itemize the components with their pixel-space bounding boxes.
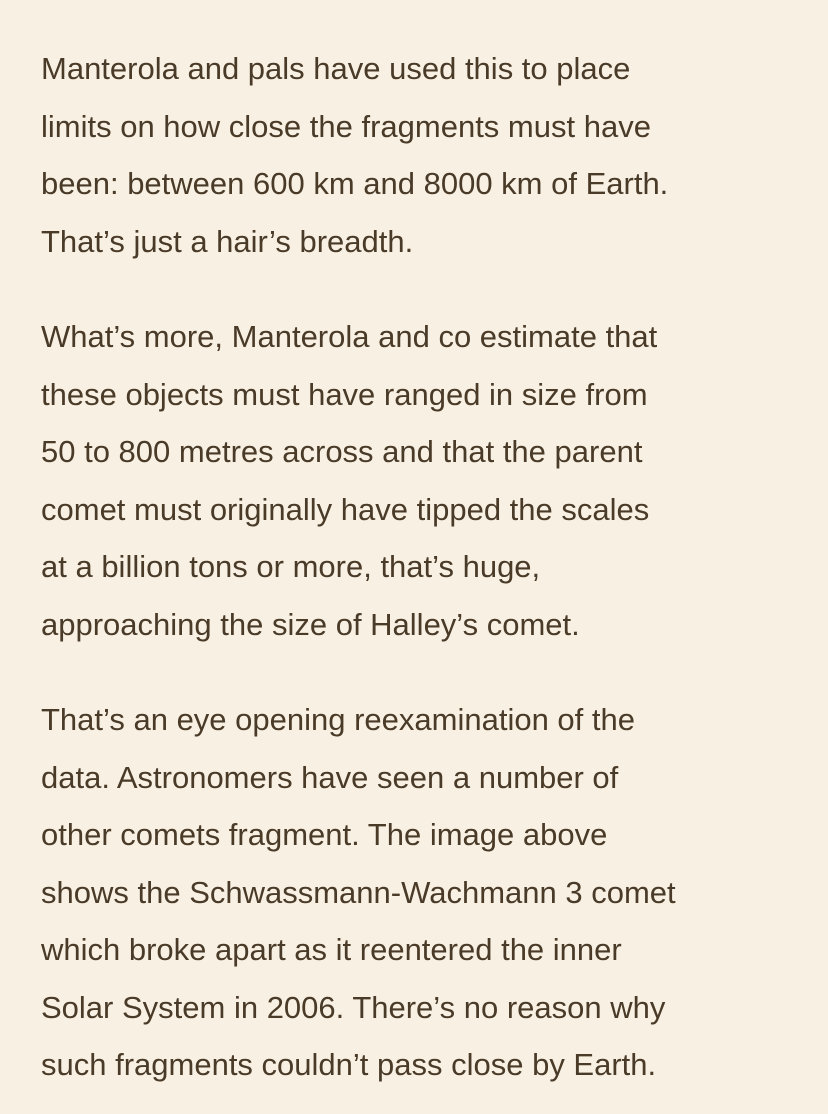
text-line: which broke apart as it reentered the inner xyxy=(41,932,622,967)
text-line: these objects must have ranged in size from xyxy=(41,376,648,412)
text-line: at a billion tons or more, that’s huge, xyxy=(41,549,541,584)
article-body xyxy=(41,40,788,1094)
text-line: been: between 600 km and 8000 km of Earth. xyxy=(41,166,669,201)
text-line: limits on how close the fragments must have xyxy=(41,108,651,144)
text-line: Solar System in 2006. There’s no reason why xyxy=(41,989,666,1025)
text-line: such fragments couldn’t pass close by Earth. xyxy=(41,1047,657,1082)
paragraph-3 xyxy=(41,691,788,1094)
paragraph-1 xyxy=(41,40,788,270)
text-line: comet must originally have tipped the scales xyxy=(41,491,650,527)
text-line: That’s just a hair’s breadth. xyxy=(41,223,414,259)
text-line: approaching the size of Halley’s comet. xyxy=(41,606,580,642)
text-line: data. Astronomers have seen a number of xyxy=(41,759,619,795)
text-line: other comets fragment. The image above xyxy=(41,817,608,852)
text-line: What’s more, Manterola and co estimate that xyxy=(41,319,658,354)
text-line: shows the Schwassmann-Wachmann 3 comet xyxy=(41,874,676,910)
text-line: That’s an eye opening reexamination of the xyxy=(41,702,635,737)
text-line: Manterola and pals have used this to place xyxy=(41,51,631,86)
paragraph-2 xyxy=(41,308,788,653)
text-line: 50 to 800 metres across and that the parent xyxy=(41,434,643,469)
